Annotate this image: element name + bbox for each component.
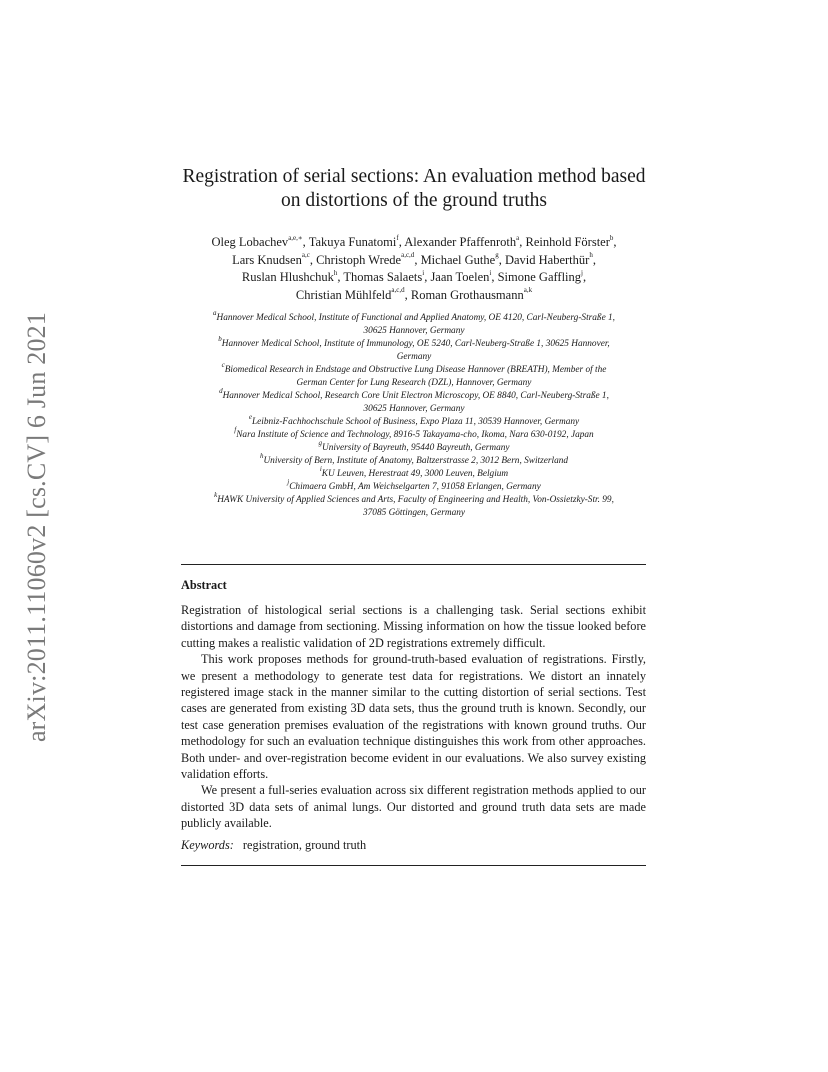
- affiliation-b: [176, 334, 652, 364]
- author-name: Lars Knudsen: [232, 252, 302, 267]
- author-name: Reinhold Förster: [525, 235, 610, 249]
- author: [232, 253, 310, 267]
- title-line-2: on distortions of the ground truths: [281, 190, 547, 211]
- author-name: Christoph Wrede: [316, 252, 402, 267]
- author: [430, 270, 491, 284]
- affiliation-d: [176, 386, 652, 416]
- affiliation-mark: d: [219, 386, 223, 395]
- author: [404, 235, 519, 249]
- keywords-label: Keywords:: [181, 838, 234, 852]
- affiliation-text: Germany: [396, 352, 432, 362]
- author-affiliation-mark: a,c,d: [401, 251, 415, 260]
- author-name: Takuya Funatomi: [308, 235, 397, 249]
- affiliation-list: [176, 308, 652, 520]
- affiliation-k: [176, 490, 652, 520]
- author-name: Oleg Lobachev: [211, 235, 289, 249]
- affiliation-mark: i: [319, 464, 322, 473]
- affiliation-text: Hannover Medical School, Institute of Functional and Applied Anatomy, OE 4120, Carl-Neuberg-Straße 1,: [216, 313, 615, 323]
- author-name: Ruslan Hlushchuk: [241, 270, 334, 284]
- author-name: Jaan Toelen: [430, 270, 490, 284]
- affiliation-mark: e: [248, 412, 252, 421]
- affiliation-text: KU Leuven, Herestraat 49, 3000 Leuven, Belgium: [321, 469, 509, 479]
- affiliation-h: [176, 451, 652, 468]
- title-line-1: Registration of serial sections: An evaluation method based: [182, 166, 646, 187]
- affiliation-mark: k: [214, 490, 218, 499]
- affiliation-mark: b: [218, 334, 222, 343]
- author: [526, 235, 614, 249]
- author: [411, 288, 532, 302]
- affiliation-text: Leibniz-Fachhochschule School of Business, Expo Plaza 11, 30539 Hannover, Germany: [251, 417, 580, 427]
- arxiv-identifier-stamp: arXiv:2011.11060v2 [cs.CV] 6 Jun 2021: [22, 311, 51, 743]
- affiliation-mark: c: [221, 360, 225, 369]
- author: [421, 253, 499, 267]
- author-affiliation-mark: a,e,∗: [288, 233, 303, 242]
- paper-title: [160, 165, 668, 213]
- author-name: Michael Guthe: [420, 252, 496, 267]
- author: [309, 235, 399, 249]
- affiliation-text: HAWK University of Applied Sciences and Arts, Faculty of Engineering and Health, Von-Ossietzky-Str. 99,: [217, 495, 614, 505]
- affiliation-j: [176, 477, 652, 494]
- author: [498, 270, 583, 284]
- affiliation-mark: a: [212, 308, 217, 317]
- author-name: Simone Gaffling: [497, 270, 582, 284]
- affiliation-mark: g: [318, 438, 322, 447]
- affiliation-f: [176, 425, 652, 442]
- affiliation-text: 30625 Hannover, Germany: [363, 326, 465, 336]
- affiliation-text: University of Bern, Institute of Anatomy, Baltzerstrasse 2, 3012 Bern, Switzerland: [263, 456, 569, 466]
- author-affiliation-mark: i: [422, 268, 425, 277]
- affiliation-text: Hannover Medical School, Institute of Immunology, OE 5240, Carl-Neuberg-Straße 1, 30625 Hannover,: [221, 339, 610, 349]
- affiliation-text: German Center for Lung Research (DZL), Hannover, Germany: [296, 378, 532, 388]
- author-name: Thomas Salaets: [343, 270, 423, 284]
- abstract-body: [181, 602, 646, 832]
- author-affiliation-mark: g: [495, 251, 499, 260]
- affiliation-e: [176, 412, 652, 429]
- affiliation-text: Hannover Medical School, Research Core Unit Electron Microscopy, OE 8840, Carl-Neuberg-Straße 1,: [222, 391, 609, 401]
- author-affiliation-mark: j: [581, 268, 583, 277]
- author-affiliation-mark: b: [609, 233, 614, 242]
- author-affiliation-mark: i: [489, 268, 492, 277]
- affiliation-c: [176, 360, 652, 390]
- author: [296, 288, 405, 302]
- abstract-paragraph: This work proposes methods for ground-truth-based evaluation of registrations. Firstly, we present a methodology to generate test data for registrations. We distort an innately registered image stack in the manner similar to the cutting distortion of serial sections. Test cases are generated from existing 3D data sets, thus the ground truth is known. Secondly, our test case generation premises evaluation of the registrations with known ground truths. Our methodology for such an evaluation technique distinguishes this work from other approaches. Both under- and over-registration become evident in our evaluations. We also survey existing validation efforts.: [181, 652, 646, 782]
- author: [343, 270, 424, 284]
- affiliation-text: University of Bayreuth, 95440 Bayreuth, Germany: [321, 443, 510, 453]
- author-name: Christian Mühlfeld: [295, 287, 392, 302]
- author: [211, 235, 302, 249]
- author: [242, 270, 338, 284]
- author-affiliation-mark: h: [589, 251, 593, 260]
- author-affiliation-mark: a: [516, 233, 520, 242]
- affiliation-text: Nara Institute of Science and Technology, 8916-5 Takayama-cho, Ikoma, Nara 630-0192, Japan: [236, 430, 594, 440]
- abstract-bottom-rule: [181, 865, 646, 866]
- abstract-heading: Abstract: [181, 578, 227, 592]
- affiliation-mark: h: [259, 451, 264, 460]
- author-affiliation-mark: f: [396, 233, 399, 242]
- affiliation-text: Chimaera GmbH, Am Weichselgarten 7, 91058 Erlangen, Germany: [289, 482, 541, 492]
- affiliation-mark: j: [287, 477, 290, 486]
- abstract-top-rule: [181, 564, 646, 565]
- abstract-paragraph: Registration of histological serial sections is a challenging task. Serial sections exhibit distortions and damage from sectioning. Missing information on how the tissue looked before cutting makes a realistic validation of 2D registrations extremely difficult.: [181, 603, 646, 650]
- author-name: Alexander Pfaffenroth: [404, 235, 517, 249]
- author-affiliation-mark: a,c: [301, 251, 310, 260]
- author-name: David Haberthür: [504, 252, 590, 267]
- affiliation-a: [176, 308, 652, 338]
- affiliation-text: 30625 Hannover, Germany: [363, 404, 465, 414]
- author: [316, 253, 414, 267]
- keywords-value: registration, ground truth: [242, 838, 367, 852]
- affiliation-g: [176, 438, 652, 455]
- affiliation-text: Biomedical Research in Endstage and Obstructive Lung Disease Hannover (BREATH), Member of the: [224, 365, 607, 375]
- author-list: Oleg Lobachev$^{a,e,∗}$, Takuya Funatomi$^f$, Alexander Pfaffenroth$^a$, Reinhold Förster$^b$, Lars Knudsen$^{a,c}$, Christoph Wrede$^{a,c,d}$, Michael Guthe$^g$, David Haberthür$^h$, Ruslan Hlushchuk$^h$, Thomas Salaets$^i$, Jaan Toelen$^i$, Simone Gaffling$^j$, Christian Mühlfeld$^{a,c,d}$, Roman Grothausmann$^{a,k}$: [211, 233, 617, 302]
- keywords-line: [181, 838, 366, 853]
- author-affiliation-mark: h: [333, 268, 338, 277]
- author-name: Roman Grothausmann: [410, 287, 524, 302]
- author: [505, 253, 593, 267]
- abstract-paragraph: We present a full-series evaluation across six different registration methods applied to our distorted 3D data sets of animal lungs. Our distorted and ground truth data sets are made publicly available.: [181, 783, 646, 831]
- affiliation-mark: f: [234, 425, 237, 434]
- affiliation-text: 37085 Göttingen, Germany: [363, 508, 465, 518]
- author-affiliation-mark: a,c,d: [391, 286, 405, 295]
- author-affiliation-mark: a,k: [523, 286, 533, 295]
- affiliation-i: [176, 464, 652, 481]
